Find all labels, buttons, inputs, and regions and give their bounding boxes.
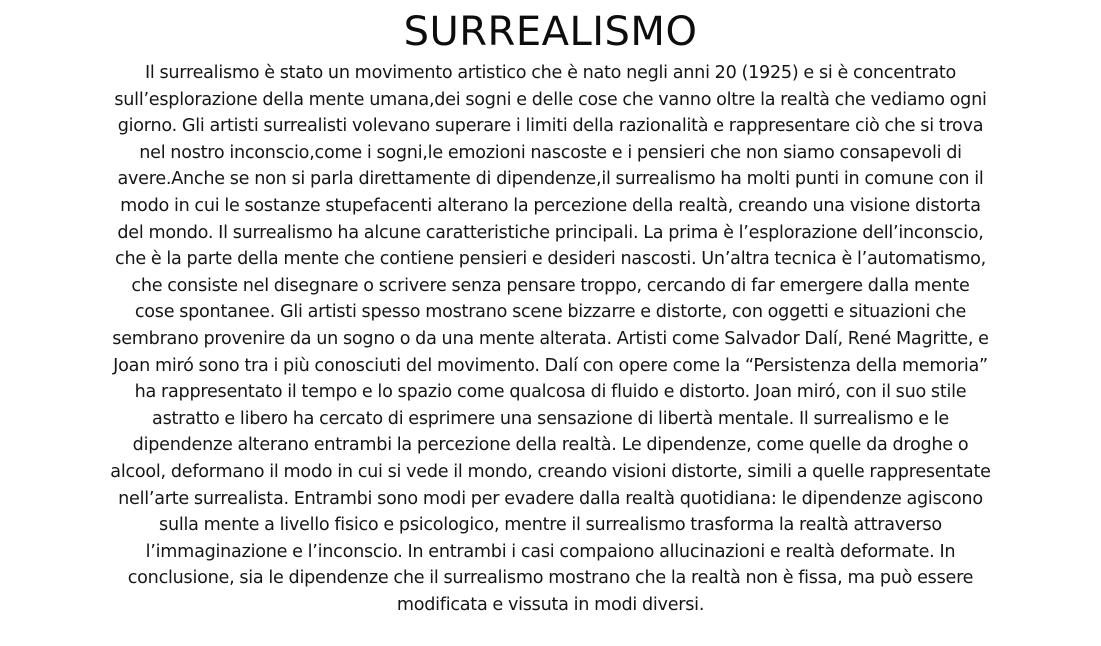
text-line: alcool, deformano il modo in cui si vede il mondo, creando visioni distorte, simili a quelle rappresentate [110,461,991,482]
text-line: astratto e libero ha cercato di esprimere una sensazione di libertà mentale. Il surrealismo e le [152,408,949,429]
text-line: che è la parte della mente che contiene pensieri e desideri nascosti. Un’altra tecnica è l’automatismo, [115,249,986,270]
text-line: sembrano provenire da un sogno o da una mente alterata. Artisti come Salvador Dalí, René Magritte, e [112,328,989,349]
document-title: SURREALISMO [403,9,698,55]
text-line: sulla mente a livello fisico e psicologico, mentre il surrealismo trasforma la realtà attraverso [159,515,942,536]
text-line: del mondo. Il surrealismo ha alcune caratteristiche principali. La prima è l’esplorazione dell’inconscio, [117,222,984,243]
text-line: avere.Anche se non si parla direttamente di dipendenze,il surrealismo ha molti punti in comune con il [117,169,984,190]
text-line: sull’esplorazione della mente umana,dei sogni e delle cose che vanno oltre la realtà che vediamo ogni [114,89,987,110]
text-line: Il surrealismo è stato un movimento artistico che è nato negli anni 20 (1925) e si è concentrato [144,63,957,83]
text-line: conclusione, sia le dipendenze che il surrealismo mostrano che la realtà non è fissa, ma può essere [127,568,974,589]
text-line: dipendenze alterano entrambi la percezione della realtà. Le dipendenze, come quelle da droghe o [132,435,969,456]
text-line: ha rappresentato il tempo e lo spazio come qualcosa di fluido e distorto. Joan miró, con il suo stile [134,382,967,403]
text-line: che consiste nel disegnare o scrivere senza pensare troppo, cercando di far emergere dalla mente [131,275,970,296]
text-line: modificata e vissuta in modi diversi. [396,594,705,615]
document-body [26,60,1075,618]
text-line: giorno. Gli artisti surrealisti volevano superare i limiti della razionalità e rappresentare ciò che si trova [117,116,984,137]
text-line: Joan miró sono tra i più conosciuti del movimento. Dalí con opere come la “Persistenza della memoria” [113,355,988,376]
text-line: l’immaginazione e l’inconscio. In entrambi i casi compaiono allucinazioni e realtà deformate. In [145,541,956,562]
text-line: nel nostro inconscio,come i sogni,le emozioni nascoste e i pensieri che non siamo consapevoli di [139,142,962,163]
text-line: modo in cui le sostanze stupefacenti alterano la percezione della realtà, creando una visione distorta [120,195,981,216]
text-line: cose spontanee. Gli artisti spesso mostrano scene bizzarre e distorte, con oggetti e situazioni che [134,302,967,323]
text-line: nell’arte surrealista. Entrambi sono modi per evadere dalla realtà quotidiana: le dipendenze agiscono [118,488,983,509]
